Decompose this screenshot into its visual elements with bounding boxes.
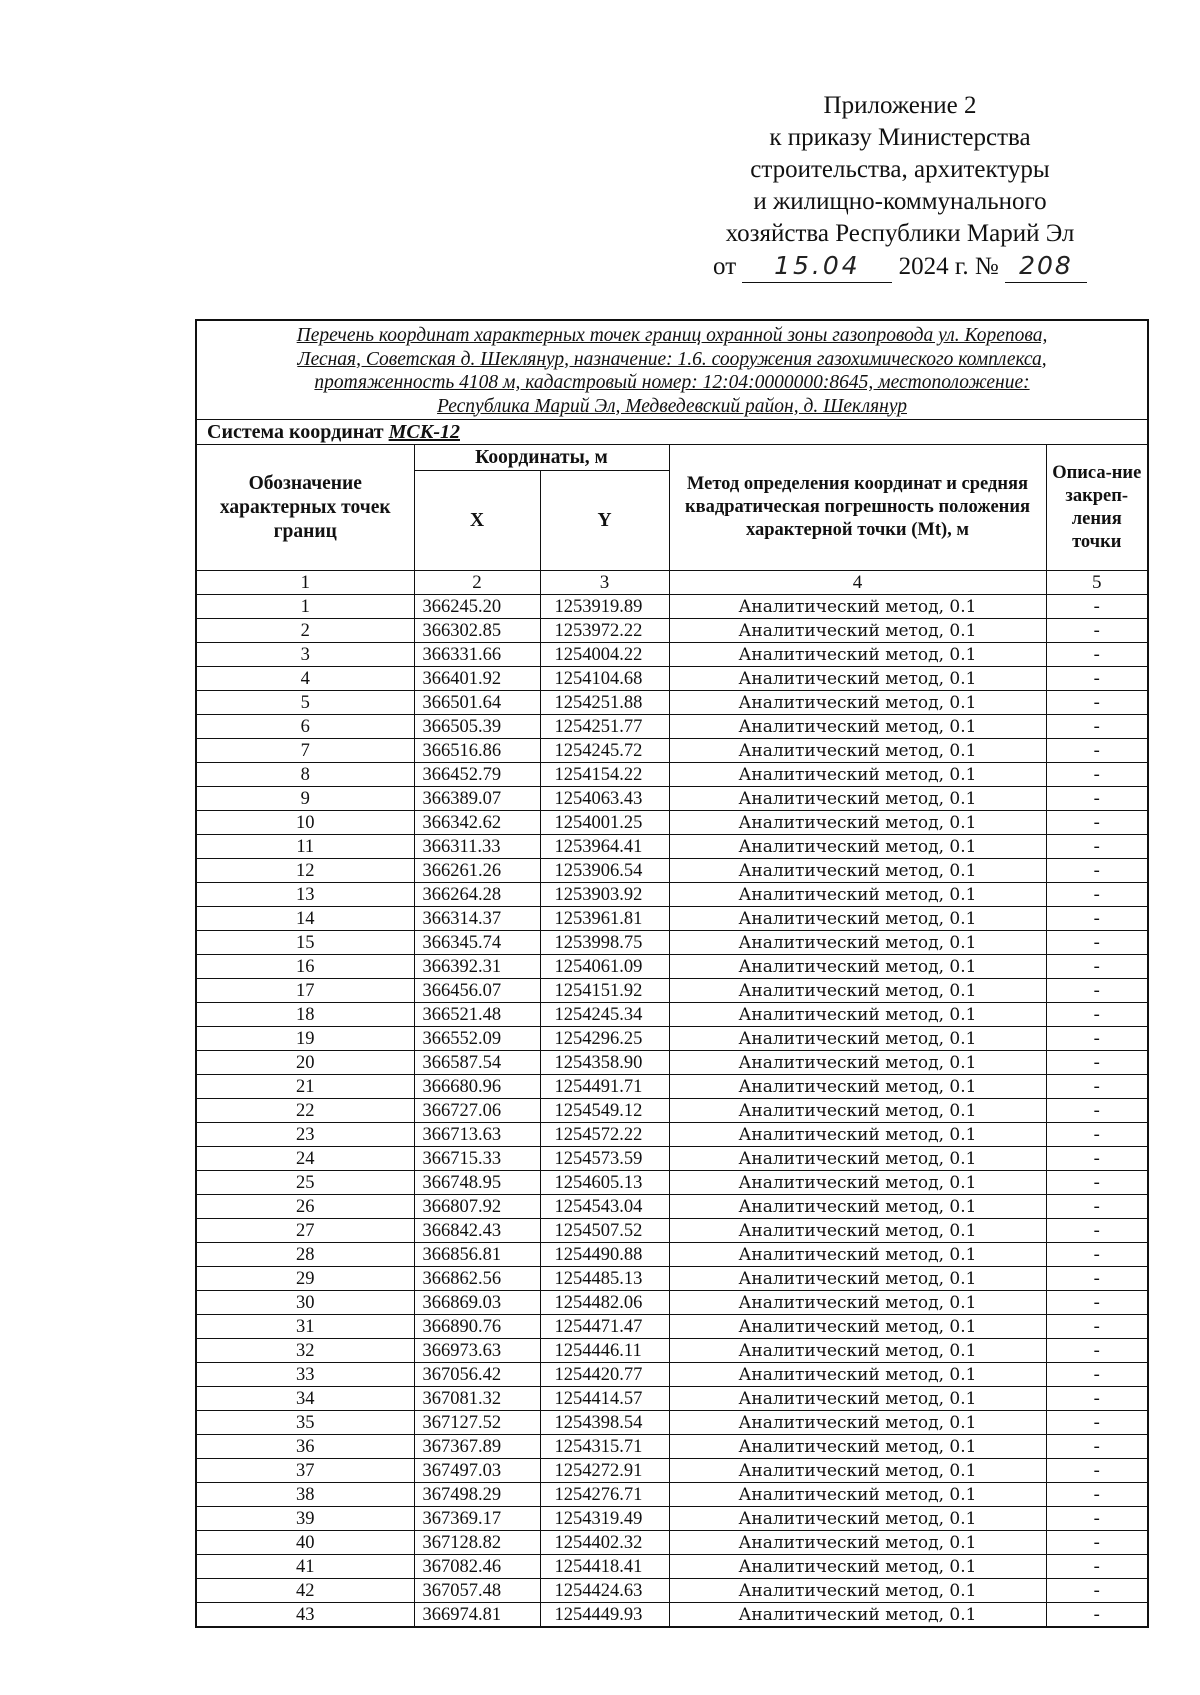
table-row — [196, 1195, 1148, 1219]
point-number: 15 — [196, 931, 414, 955]
coord-y: 1254482.06 — [540, 1291, 669, 1315]
coord-x: 366715.33 — [414, 1147, 540, 1171]
order-date-line — [690, 250, 1110, 283]
method-cell: Аналитический метод, 0.1 — [669, 931, 1046, 955]
coord-x: 366264.28 — [414, 883, 540, 907]
coord-y: 1254061.09 — [540, 955, 669, 979]
table-row — [196, 835, 1148, 859]
coord-y: 1254245.72 — [540, 739, 669, 763]
table-row — [196, 763, 1148, 787]
table-row — [196, 619, 1148, 643]
coord-y: 1254251.77 — [540, 715, 669, 739]
table-row — [196, 667, 1148, 691]
description-cell: - — [1046, 715, 1148, 739]
coord-y: 1254485.13 — [540, 1267, 669, 1291]
point-number: 31 — [196, 1315, 414, 1339]
description-cell: - — [1046, 691, 1148, 715]
coordinates-table — [195, 319, 1149, 1628]
table-row — [196, 1555, 1148, 1579]
table-row — [196, 1123, 1148, 1147]
point-number: 20 — [196, 1051, 414, 1075]
coord-x: 367497.03 — [414, 1459, 540, 1483]
point-number: 8 — [196, 763, 414, 787]
table-row — [196, 691, 1148, 715]
description-cell: - — [1046, 1363, 1148, 1387]
description-cell: - — [1046, 1219, 1148, 1243]
coord-x: 367128.82 — [414, 1531, 540, 1555]
method-cell: Аналитический метод, 0.1 — [669, 1435, 1046, 1459]
description-cell: - — [1046, 1147, 1148, 1171]
description-cell: - — [1046, 1579, 1148, 1603]
point-number: 14 — [196, 907, 414, 931]
caption-line: Лесная, Советская д. Шеклянур, назначение: 1.6. сооружения газохимического комплекса, — [297, 348, 1047, 370]
coord-x: 367369.17 — [414, 1507, 540, 1531]
table-row — [196, 787, 1148, 811]
order-number: 208 — [1005, 250, 1087, 283]
coord-x: 366261.26 — [414, 859, 540, 883]
coordinate-system-label: Система координат — [207, 421, 384, 443]
coord-x: 367081.32 — [414, 1387, 540, 1411]
order-date: 15.04 — [742, 250, 892, 283]
column-numbers-row — [196, 571, 1148, 595]
method-cell: Аналитический метод, 0.1 — [669, 1555, 1046, 1579]
description-cell: - — [1046, 787, 1148, 811]
coord-y: 1254004.22 — [540, 643, 669, 667]
table-row — [196, 1387, 1148, 1411]
coord-x: 367367.89 — [414, 1435, 540, 1459]
coord-y: 1254543.04 — [540, 1195, 669, 1219]
table-row — [196, 1363, 1148, 1387]
coord-x: 366342.62 — [414, 811, 540, 835]
coord-x: 366713.63 — [414, 1123, 540, 1147]
method-cell: Аналитический метод, 0.1 — [669, 763, 1046, 787]
caption-line: протяженность 4108 м, кадастровый номер: 12:04:0000000:8645, местоположение: — [314, 372, 1030, 393]
coord-x: 366856.81 — [414, 1243, 540, 1267]
column-number: 5 — [1046, 571, 1148, 595]
coord-x: 366505.39 — [414, 715, 540, 739]
description-cell: - — [1046, 1411, 1148, 1435]
method-cell: Аналитический метод, 0.1 — [669, 1339, 1046, 1363]
point-number: 24 — [196, 1147, 414, 1171]
method-cell: Аналитический метод, 0.1 — [669, 811, 1046, 835]
description-cell: - — [1046, 1555, 1148, 1579]
table-row — [196, 1579, 1148, 1603]
description-cell: - — [1046, 1315, 1148, 1339]
method-cell: Аналитический метод, 0.1 — [669, 1123, 1046, 1147]
table-row — [196, 811, 1148, 835]
point-number: 4 — [196, 667, 414, 691]
point-number: 21 — [196, 1075, 414, 1099]
method-cell: Аналитический метод, 0.1 — [669, 835, 1046, 859]
method-cell: Аналитический метод, 0.1 — [669, 1195, 1046, 1219]
description-cell: - — [1046, 811, 1148, 835]
coord-y: 1254319.49 — [540, 1507, 669, 1531]
method-cell: Аналитический метод, 0.1 — [669, 1075, 1046, 1099]
coord-y: 1254296.25 — [540, 1027, 669, 1051]
method-cell: Аналитический метод, 0.1 — [669, 859, 1046, 883]
coord-y: 1254251.88 — [540, 691, 669, 715]
table-row — [196, 955, 1148, 979]
description-cell: - — [1046, 1027, 1148, 1051]
description-cell: - — [1046, 643, 1148, 667]
point-number: 16 — [196, 955, 414, 979]
appendix-header — [690, 90, 1110, 283]
header-y: Y — [540, 471, 669, 571]
point-number: 11 — [196, 835, 414, 859]
description-cell: - — [1046, 1507, 1148, 1531]
appendix-line-5: хозяйства Республики Марий Эл — [725, 220, 1075, 247]
description-cell: - — [1046, 979, 1148, 1003]
method-cell: Аналитический метод, 0.1 — [669, 787, 1046, 811]
point-number: 29 — [196, 1267, 414, 1291]
table-row — [196, 1147, 1148, 1171]
description-cell: - — [1046, 1339, 1148, 1363]
coord-x: 366516.86 — [414, 739, 540, 763]
coord-x: 366552.09 — [414, 1027, 540, 1051]
coord-y: 1253964.41 — [540, 835, 669, 859]
table-row — [196, 1291, 1148, 1315]
coord-y: 1254315.71 — [540, 1435, 669, 1459]
coord-y: 1254549.12 — [540, 1099, 669, 1123]
coord-x: 366401.92 — [414, 667, 540, 691]
method-cell: Аналитический метод, 0.1 — [669, 1315, 1046, 1339]
method-cell: Аналитический метод, 0.1 — [669, 955, 1046, 979]
header-coordinates: Координаты, м — [414, 445, 669, 471]
description-cell: - — [1046, 1195, 1148, 1219]
coord-x: 366748.95 — [414, 1171, 540, 1195]
table-row — [196, 1435, 1148, 1459]
point-number: 9 — [196, 787, 414, 811]
table-row — [196, 1219, 1148, 1243]
table-row — [196, 1531, 1148, 1555]
point-number: 6 — [196, 715, 414, 739]
table-row — [196, 1099, 1148, 1123]
method-cell: Аналитический метод, 0.1 — [669, 1171, 1046, 1195]
point-number: 30 — [196, 1291, 414, 1315]
coord-y: 1253906.54 — [540, 859, 669, 883]
method-cell: Аналитический метод, 0.1 — [669, 1099, 1046, 1123]
column-number: 3 — [540, 571, 669, 595]
table-row — [196, 1003, 1148, 1027]
table-row — [196, 1075, 1148, 1099]
method-cell: Аналитический метод, 0.1 — [669, 883, 1046, 907]
description-cell: - — [1046, 595, 1148, 619]
caption-line: Перечень координат характерных точек границ охранной зоны газопровода ул. Корепова, — [296, 325, 1048, 346]
coord-y: 1253972.22 — [540, 619, 669, 643]
coord-x: 366842.43 — [414, 1219, 540, 1243]
coord-x: 366392.31 — [414, 955, 540, 979]
method-cell: Аналитический метод, 0.1 — [669, 1027, 1046, 1051]
point-number: 28 — [196, 1243, 414, 1267]
coord-y: 1253998.75 — [540, 931, 669, 955]
header-points: Обозначение характерных точек границ — [196, 445, 414, 571]
appendix-title: Приложение 2 — [823, 92, 977, 119]
point-number: 43 — [196, 1603, 414, 1628]
point-number: 37 — [196, 1459, 414, 1483]
coord-y: 1254471.47 — [540, 1315, 669, 1339]
header-description: Описа-ние закреп-ления точки — [1046, 445, 1148, 571]
appendix-line-2: к приказу Министерства — [769, 124, 1031, 151]
header-x: X — [414, 471, 540, 571]
method-cell: Аналитический метод, 0.1 — [669, 1459, 1046, 1483]
method-cell: Аналитический метод, 0.1 — [669, 595, 1046, 619]
coord-x: 367498.29 — [414, 1483, 540, 1507]
description-cell: - — [1046, 931, 1148, 955]
point-number: 36 — [196, 1435, 414, 1459]
table-row — [196, 979, 1148, 1003]
description-cell: - — [1046, 1075, 1148, 1099]
coord-y: 1254245.34 — [540, 1003, 669, 1027]
coordinate-system-name: МСК-12 — [388, 421, 460, 443]
method-cell: Аналитический метод, 0.1 — [669, 1483, 1046, 1507]
coord-y: 1254402.32 — [540, 1531, 669, 1555]
description-cell: - — [1046, 859, 1148, 883]
coord-y: 1254446.11 — [540, 1339, 669, 1363]
coord-x: 366862.56 — [414, 1267, 540, 1291]
coord-y: 1254001.25 — [540, 811, 669, 835]
coord-y: 1254491.71 — [540, 1075, 669, 1099]
coord-y: 1254063.43 — [540, 787, 669, 811]
coord-y: 1254272.91 — [540, 1459, 669, 1483]
coord-x: 366456.07 — [414, 979, 540, 1003]
coord-x: 366974.81 — [414, 1603, 540, 1628]
coord-y: 1254276.71 — [540, 1483, 669, 1507]
description-cell: - — [1046, 883, 1148, 907]
description-cell: - — [1046, 1267, 1148, 1291]
point-number: 7 — [196, 739, 414, 763]
method-cell: Аналитический метод, 0.1 — [669, 1147, 1046, 1171]
point-number: 22 — [196, 1099, 414, 1123]
description-cell: - — [1046, 1099, 1148, 1123]
table-row — [196, 907, 1148, 931]
coord-y: 1254424.63 — [540, 1579, 669, 1603]
coord-x: 366869.03 — [414, 1291, 540, 1315]
table-row — [196, 1603, 1148, 1628]
coordinate-system — [196, 420, 1148, 445]
description-cell: - — [1046, 835, 1148, 859]
coord-x: 366501.64 — [414, 691, 540, 715]
caption-line: Республика Марий Эл, Медведевский район, д. Шеклянур — [437, 395, 907, 417]
coord-y: 1253961.81 — [540, 907, 669, 931]
point-number: 25 — [196, 1171, 414, 1195]
coord-x: 366890.76 — [414, 1315, 540, 1339]
description-cell: - — [1046, 1387, 1148, 1411]
header-method: Метод определения координат и средняя квадратическая погрешность положения характерной точки (Mt), м — [669, 445, 1046, 571]
coord-x: 366452.79 — [414, 763, 540, 787]
method-cell: Аналитический метод, 0.1 — [669, 907, 1046, 931]
table-caption — [196, 320, 1148, 420]
point-number: 38 — [196, 1483, 414, 1507]
table-row — [196, 931, 1148, 955]
description-cell: - — [1046, 667, 1148, 691]
coord-y: 1254507.52 — [540, 1219, 669, 1243]
description-cell: - — [1046, 1291, 1148, 1315]
method-cell: Аналитический метод, 0.1 — [669, 1531, 1046, 1555]
coord-y: 1253919.89 — [540, 595, 669, 619]
method-cell: Аналитический метод, 0.1 — [669, 1363, 1046, 1387]
table-row — [196, 883, 1148, 907]
order-year: 2024 г. № — [898, 253, 999, 280]
coord-y: 1254490.88 — [540, 1243, 669, 1267]
point-number: 40 — [196, 1531, 414, 1555]
point-number: 18 — [196, 1003, 414, 1027]
table-row — [196, 1315, 1148, 1339]
coord-y: 1254605.13 — [540, 1171, 669, 1195]
description-cell: - — [1046, 1051, 1148, 1075]
method-cell: Аналитический метод, 0.1 — [669, 739, 1046, 763]
coord-x: 367127.52 — [414, 1411, 540, 1435]
column-number: 1 — [196, 571, 414, 595]
table-row — [196, 1243, 1148, 1267]
coord-y: 1254358.90 — [540, 1051, 669, 1075]
table-row — [196, 1459, 1148, 1483]
table-row — [196, 595, 1148, 619]
point-number: 39 — [196, 1507, 414, 1531]
column-number: 4 — [669, 571, 1046, 595]
point-number: 12 — [196, 859, 414, 883]
table-row — [196, 643, 1148, 667]
coord-x: 367057.48 — [414, 1579, 540, 1603]
coord-y: 1254420.77 — [540, 1363, 669, 1387]
coord-x: 366314.37 — [414, 907, 540, 931]
coord-x: 366973.63 — [414, 1339, 540, 1363]
table-row — [196, 1411, 1148, 1435]
description-cell: - — [1046, 1243, 1148, 1267]
coord-x: 366245.20 — [414, 595, 540, 619]
description-cell: - — [1046, 907, 1148, 931]
point-number: 32 — [196, 1339, 414, 1363]
point-number: 23 — [196, 1123, 414, 1147]
method-cell: Аналитический метод, 0.1 — [669, 1267, 1046, 1291]
point-number: 1 — [196, 595, 414, 619]
table-row — [196, 859, 1148, 883]
coord-x: 366680.96 — [414, 1075, 540, 1099]
coord-y: 1254572.22 — [540, 1123, 669, 1147]
point-number: 41 — [196, 1555, 414, 1579]
coord-y: 1254154.22 — [540, 763, 669, 787]
description-cell: - — [1046, 1483, 1148, 1507]
method-cell: Аналитический метод, 0.1 — [669, 691, 1046, 715]
description-cell: - — [1046, 1123, 1148, 1147]
coord-x: 366587.54 — [414, 1051, 540, 1075]
point-number: 42 — [196, 1579, 414, 1603]
appendix-line-3: строительства, архитектуры — [750, 156, 1050, 183]
coord-y: 1254104.68 — [540, 667, 669, 691]
date-prefix: от — [713, 253, 737, 280]
table-row — [196, 1483, 1148, 1507]
coord-y: 1254398.54 — [540, 1411, 669, 1435]
coord-x: 366345.74 — [414, 931, 540, 955]
description-cell: - — [1046, 1603, 1148, 1628]
description-cell: - — [1046, 739, 1148, 763]
point-number: 10 — [196, 811, 414, 835]
coord-x: 366727.06 — [414, 1099, 540, 1123]
point-number: 2 — [196, 619, 414, 643]
table-row — [196, 1339, 1148, 1363]
description-cell: - — [1046, 763, 1148, 787]
table-row — [196, 1267, 1148, 1291]
table-row — [196, 1051, 1148, 1075]
point-number: 33 — [196, 1363, 414, 1387]
method-cell: Аналитический метод, 0.1 — [669, 715, 1046, 739]
table-row — [196, 739, 1148, 763]
coord-y: 1254414.57 — [540, 1387, 669, 1411]
method-cell: Аналитический метод, 0.1 — [669, 1603, 1046, 1628]
point-number: 35 — [196, 1411, 414, 1435]
point-number: 34 — [196, 1387, 414, 1411]
coord-x: 367082.46 — [414, 1555, 540, 1579]
point-number: 26 — [196, 1195, 414, 1219]
point-number: 27 — [196, 1219, 414, 1243]
method-cell: Аналитический метод, 0.1 — [669, 1411, 1046, 1435]
description-cell: - — [1046, 1171, 1148, 1195]
point-number: 17 — [196, 979, 414, 1003]
column-number: 2 — [414, 571, 540, 595]
point-number: 19 — [196, 1027, 414, 1051]
description-cell: - — [1046, 1435, 1148, 1459]
table-row — [196, 1507, 1148, 1531]
point-number: 5 — [196, 691, 414, 715]
coord-y: 1254418.41 — [540, 1555, 669, 1579]
table-row — [196, 715, 1148, 739]
appendix-line-4: и жилищно-коммунального — [753, 188, 1047, 215]
table-row — [196, 1027, 1148, 1051]
coord-y: 1253903.92 — [540, 883, 669, 907]
coord-y: 1254151.92 — [540, 979, 669, 1003]
description-cell: - — [1046, 1459, 1148, 1483]
method-cell: Аналитический метод, 0.1 — [669, 1579, 1046, 1603]
point-number: 3 — [196, 643, 414, 667]
description-cell: - — [1046, 1003, 1148, 1027]
method-cell: Аналитический метод, 0.1 — [669, 1003, 1046, 1027]
method-cell: Аналитический метод, 0.1 — [669, 1051, 1046, 1075]
coord-x: 366521.48 — [414, 1003, 540, 1027]
coord-x: 366302.85 — [414, 619, 540, 643]
method-cell: Аналитический метод, 0.1 — [669, 1387, 1046, 1411]
method-cell: Аналитический метод, 0.1 — [669, 1219, 1046, 1243]
description-cell: - — [1046, 619, 1148, 643]
method-cell: Аналитический метод, 0.1 — [669, 1291, 1046, 1315]
method-cell: Аналитический метод, 0.1 — [669, 619, 1046, 643]
method-cell: Аналитический метод, 0.1 — [669, 1507, 1046, 1531]
coord-y: 1254449.93 — [540, 1603, 669, 1628]
method-cell: Аналитический метод, 0.1 — [669, 643, 1046, 667]
description-cell: - — [1046, 1531, 1148, 1555]
coord-x: 366389.07 — [414, 787, 540, 811]
coord-x: 367056.42 — [414, 1363, 540, 1387]
method-cell: Аналитический метод, 0.1 — [669, 1243, 1046, 1267]
coord-x: 366807.92 — [414, 1195, 540, 1219]
coord-x: 366331.66 — [414, 643, 540, 667]
method-cell: Аналитический метод, 0.1 — [669, 667, 1046, 691]
method-cell: Аналитический метод, 0.1 — [669, 979, 1046, 1003]
description-cell: - — [1046, 955, 1148, 979]
point-number: 13 — [196, 883, 414, 907]
coord-x: 366311.33 — [414, 835, 540, 859]
table-row — [196, 1171, 1148, 1195]
coord-y: 1254573.59 — [540, 1147, 669, 1171]
